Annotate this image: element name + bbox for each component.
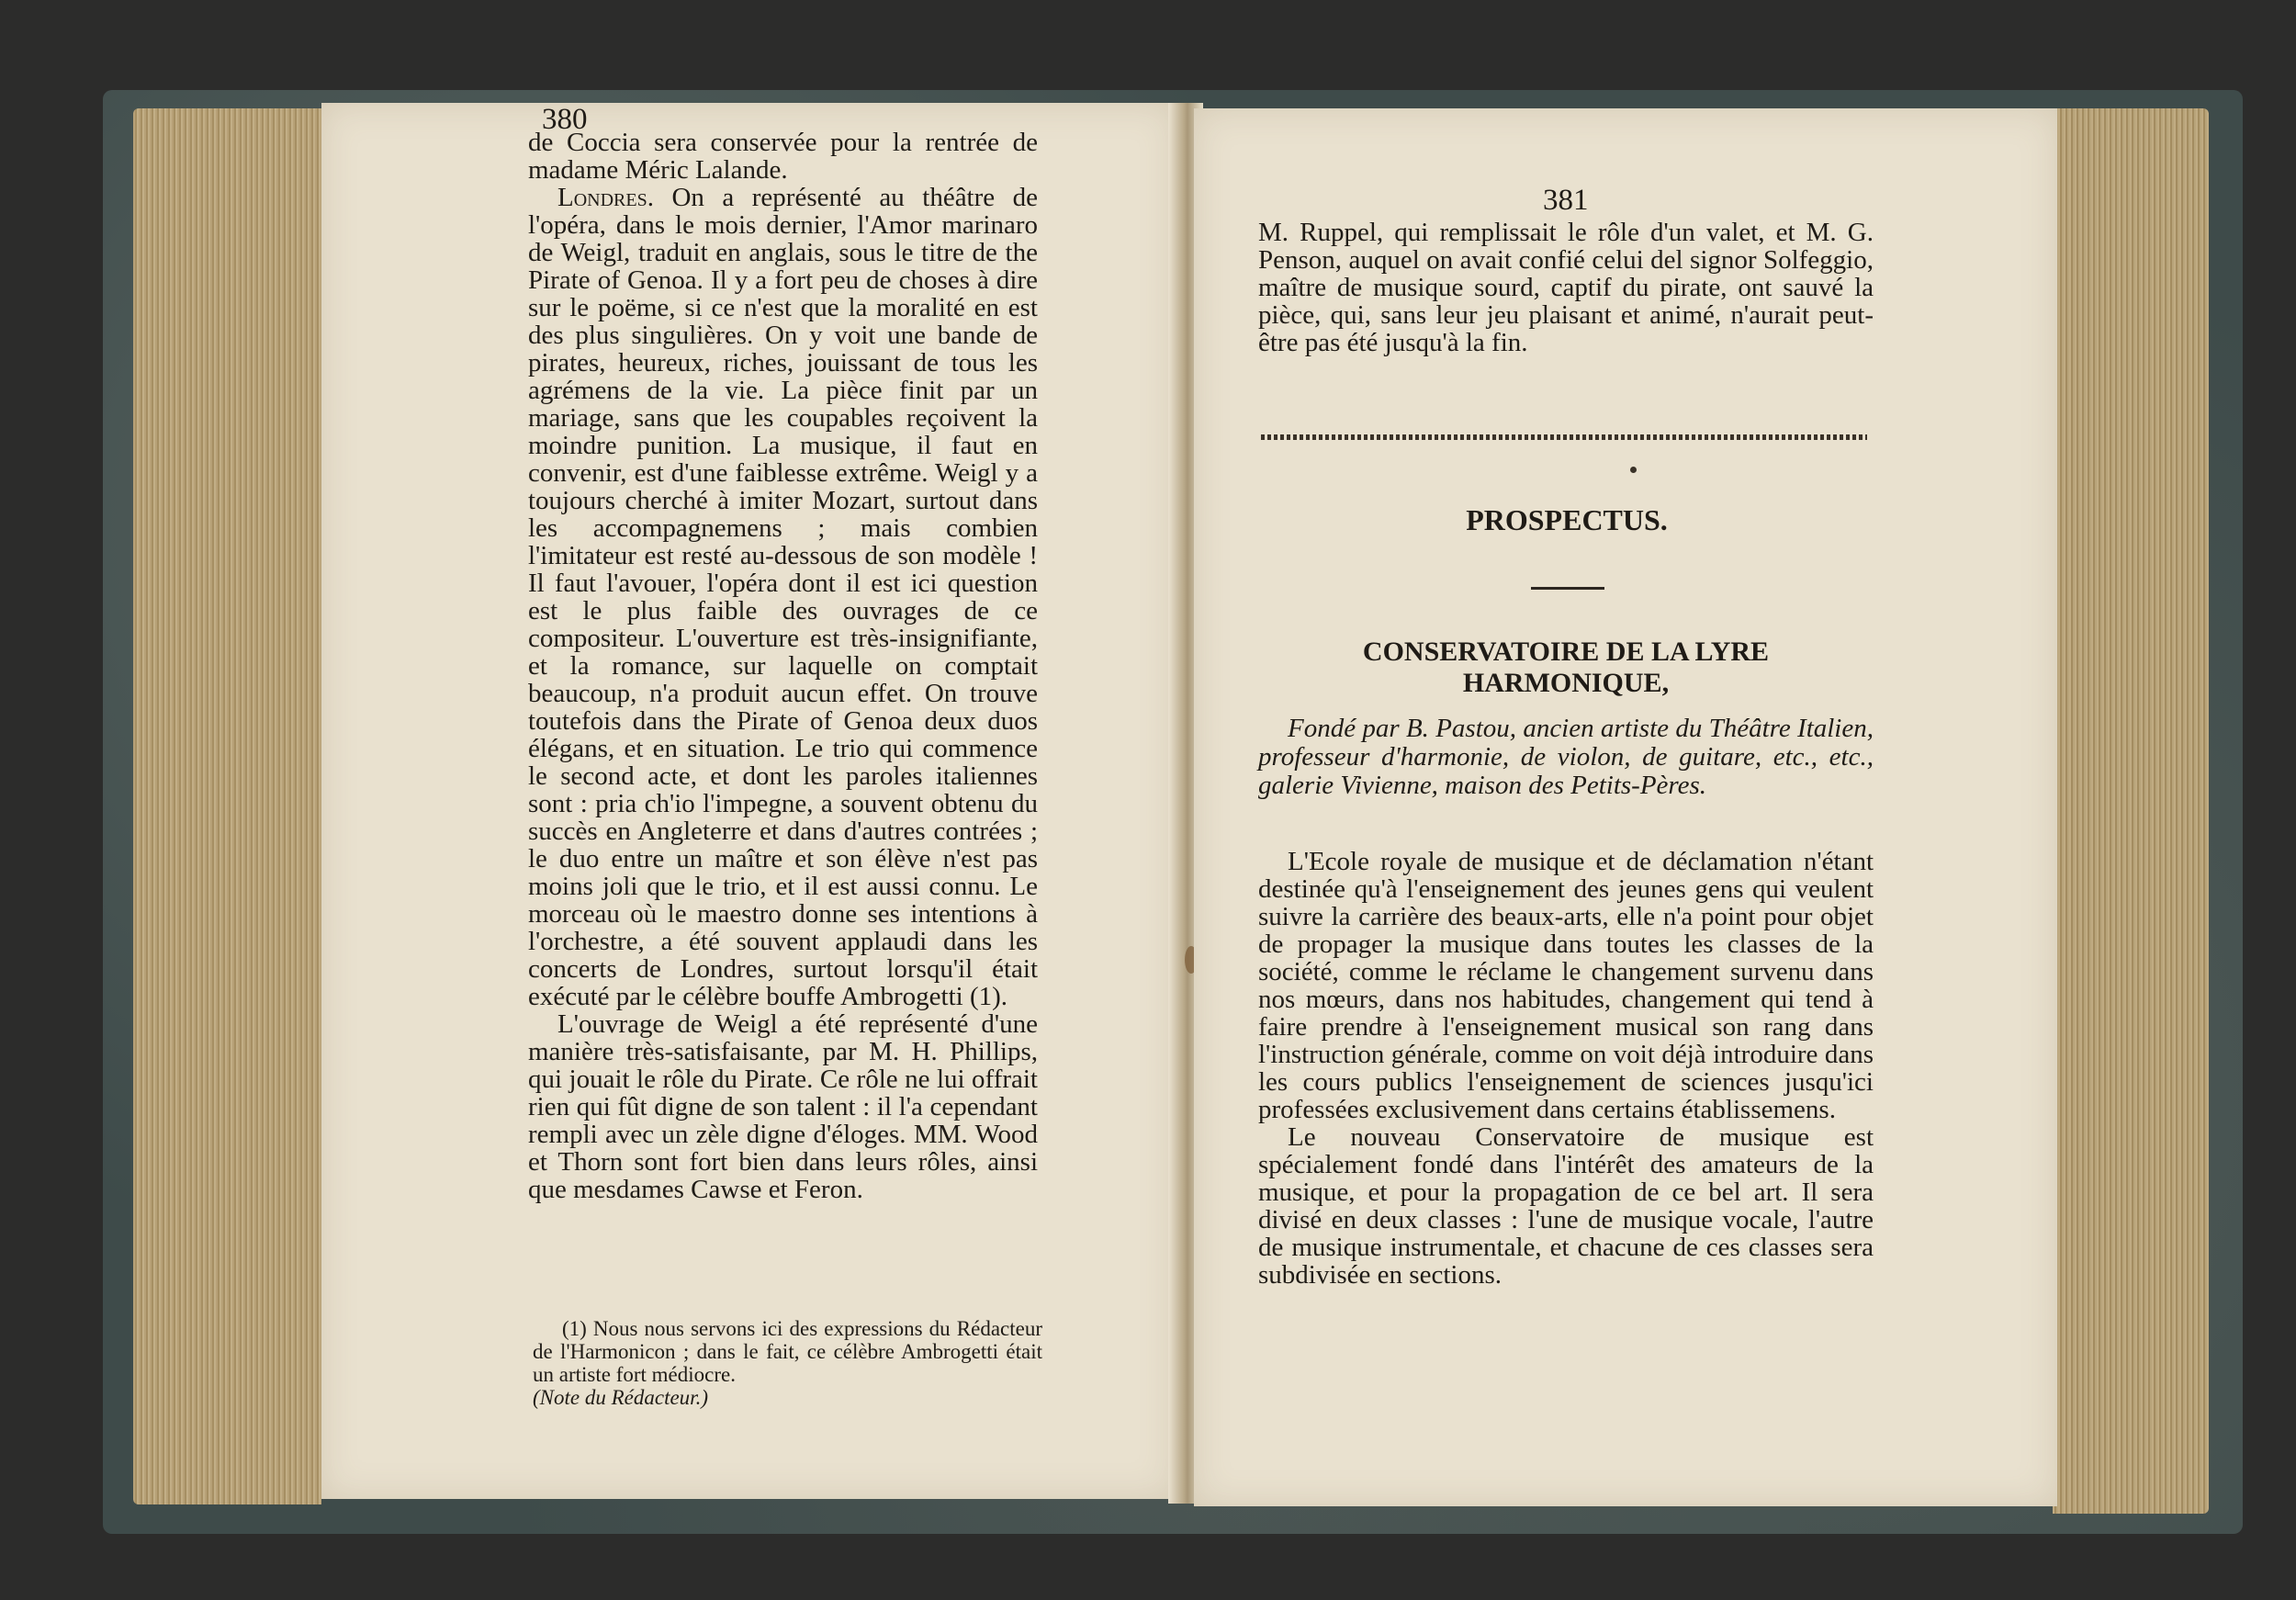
lead-word: Londres.: [557, 183, 654, 212]
short-rule: [1531, 587, 1604, 590]
right-page-edges: [2053, 108, 2209, 1514]
footnote-signature: (Note du Rédacteur.): [533, 1386, 708, 1409]
paragraph: L'Ecole royale de musique et de déclamation n'étant destinée qu'à l'enseignement des jeunes gens qui veulent suivre la carrière des beaux-arts, elle n'a point pour objet de propager la musique dans toutes les classes de la société, comme le réclame le changement survenu dans nos mœurs, dans nos habitudes, changement qui tend à faire prendre à l'enseignement musical son rang dans l'instruction générale, comme on voit déjà introduire dans les cours publics l'enseignement de sciences jusqu'ici professées exclusivement dans certains établissemens.: [1258, 847, 1874, 1124]
page-number: 381: [1543, 184, 1589, 217]
footnote-text: (1) Nous nous servons ici des expressions du Rédacteur de l'Harmonicon ; dans le fait, ce célèbre Ambrogetti était un artiste fort médiocre.: [533, 1317, 1042, 1386]
right-page: [1194, 108, 2057, 1506]
section-divider: [1261, 434, 1867, 440]
paragraph: Le nouveau Conservatoire de musique est spécialement fondé dans l'intérêt des amateurs de la musique, et pour la propagation de ce bel art. Il sera divisé en deux classes : l'une de musique vocale, l'autre de musique instrumentale, et chacune de ces classes sera subdivisée en sections.: [1258, 1122, 1874, 1290]
left-page-edges: [133, 108, 321, 1504]
paragraph: M. Ruppel, qui remplissait le rôle d'un valet, et M. G. Penson, auquel on avait confié celui del signor Solfeggio, maître de musique sourd, captif du pirate, ont sauvé la pièce, qui, sans leur jeu plaisant et animé, n'aurait peut-être pas été jusqu'à la fin.: [1258, 218, 1874, 357]
left-page: [321, 103, 1176, 1499]
prospectus-heading: PROSPECTUS.: [1466, 503, 1668, 536]
continuation-text: [1258, 219, 1874, 356]
footnote: [533, 1317, 1042, 1409]
left-body-text: [528, 129, 1038, 1203]
dot-mark: [1630, 467, 1637, 473]
prospectus-body: [1258, 848, 1874, 1289]
conservatoire-heading: CONSERVATOIRE DE LA LYRE HARMONIQUE,: [1362, 637, 1770, 698]
paragraph: [528, 184, 1038, 1010]
paragraph: de Coccia sera conservée pour la rentrée de madame Méric Lalande.: [528, 128, 1038, 185]
paragraph: Fondé par B. Pastou, ancien artiste du Théâtre Italien, professeur d'harmonie, de violon, de guitare, etc., etc., galerie Vivienne, maison des Petits-Pères.: [1258, 714, 1874, 800]
founder-line: [1258, 715, 1874, 800]
paragraph-text: On a représenté au théâtre de l'opéra, dans le mois dernier, l'Amor marinaro de Weigl, traduit en anglais, sous le titre de the Pirate of Genoa. Il y a fort peu de choses à dire sur le poëme, si ce n'est que la moralité en est des plus singulières. On y voit une bande de pirates, heureux, riches, jouissant de tous les agrémens de la vie. La pièce finit par un mariage, sans que les coupables reçoivent la moindre punition. La musique, il faut en convenir, est d'une faiblesse extrême. Weigl y a toujours cherché à imiter Mozart, surtout dans les accompagnemens ; mais combien l'imitateur est resté au-dessous de son modèle ! Il faut l'avouer, l'opéra dont il est ici question est le plus faible des ouvrages de ce compositeur. L'ouverture est très-insignifiante, et la romance, sur laquelle on comptait beaucoup, n'a produit aucun effet. On trouve toutefois dans the Pirate of Genoa deux duos élégans, et en situation. Le trio qui commence le second acte, et dont les paroles italiennes sont : pria ch'io l'impegne, a souvent obtenu du succès en Angleterre et dans d'autres contrées ; le duo entre un maître et son élève n'est pas moins joli que le trio, et il est aussi connu. Le morceau où le maestro donne ses intentions à l'orchestre, a été souvent applaudi dans les concerts de Londres, surtout lorsqu'il était exécuté par le célèbre bouffe Ambrogetti (1).: [528, 183, 1039, 1011]
page-number: 380: [542, 103, 588, 136]
paragraph: L'ouvrage de Weigl a été représenté d'une manière très-satisfaisante, par M. H. Phillips, qui jouait le rôle du Pirate. Ce rôle ne lui offrait rien qui fût digne de son talent : il l'a cependant rempli avec un zèle digne d'éloges. MM. Wood et Thorn sont fort bien dans leurs rôles, ainsi que mesdames Cawse et Feron.: [528, 1009, 1038, 1204]
